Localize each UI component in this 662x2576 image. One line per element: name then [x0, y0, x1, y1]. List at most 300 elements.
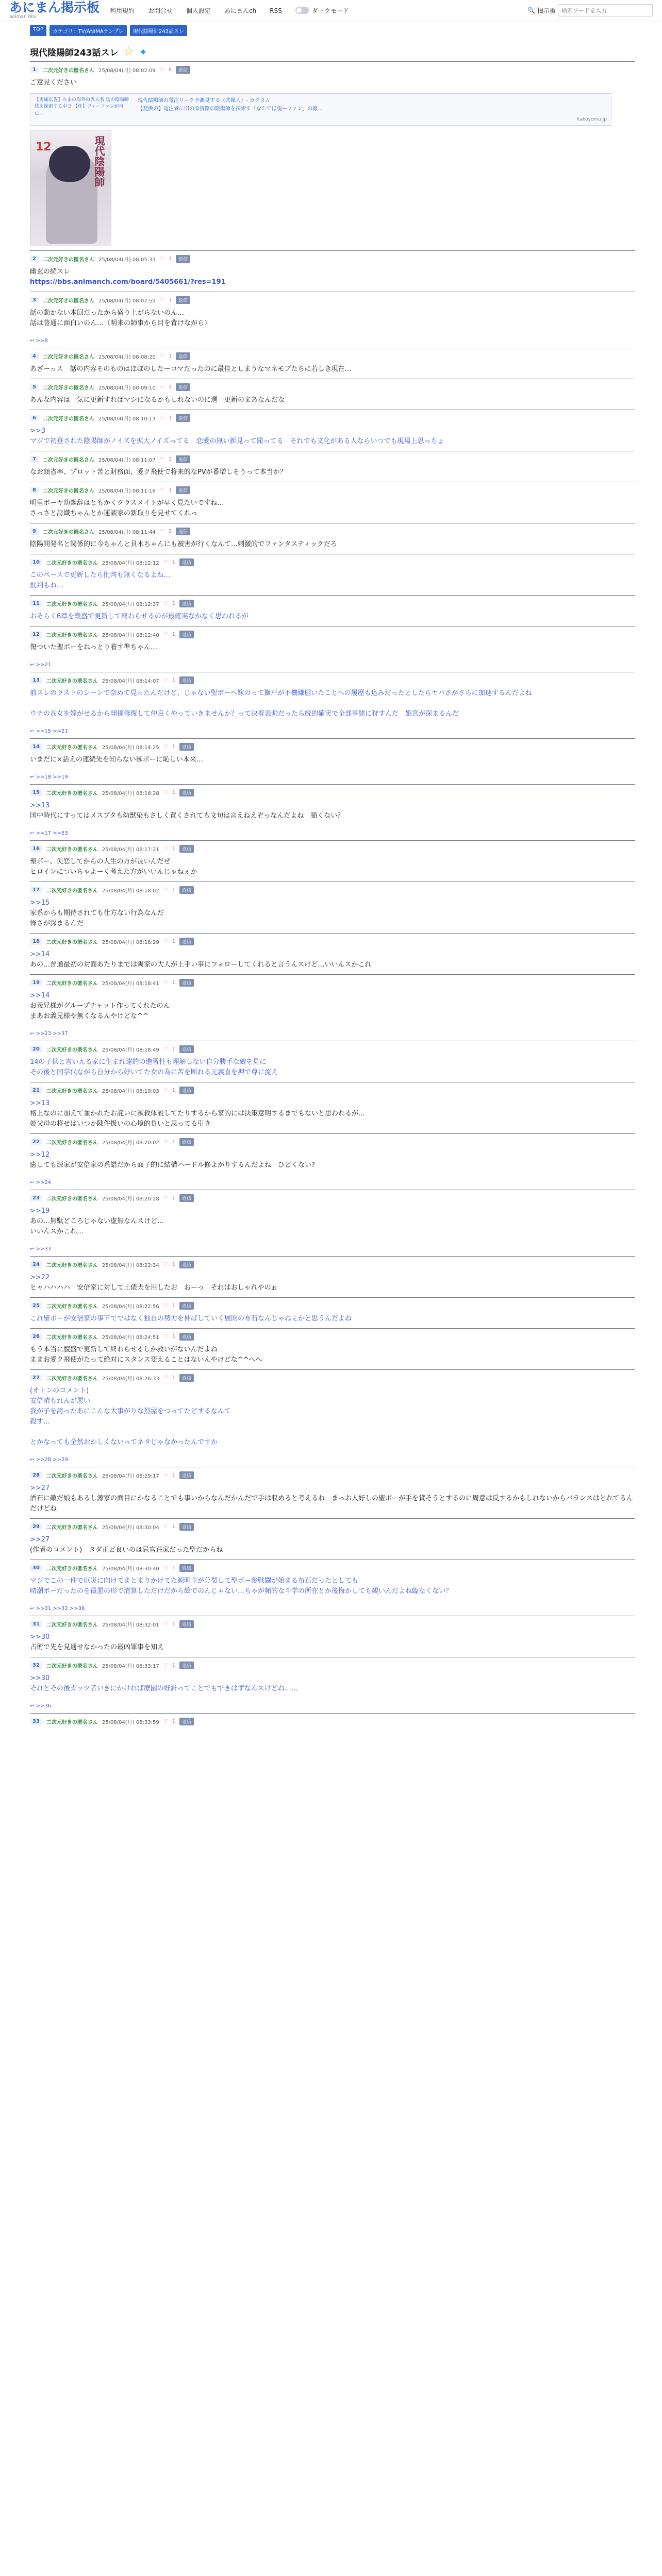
poster-name: 二次元好きの匿名さん — [46, 1720, 98, 1725]
post-date: 25/08/04(月) 08:26:33 — [102, 1376, 159, 1382]
search-input[interactable] — [558, 4, 653, 16]
heart-icon[interactable]: ♡ — [159, 415, 164, 421]
like-count: 1 — [168, 297, 172, 303]
post-number[interactable]: 33 — [30, 1718, 42, 1725]
post — [30, 250, 635, 292]
reply-anchor[interactable]: >>22 — [30, 1274, 50, 1281]
post-meta — [30, 743, 635, 751]
post-line: おそらく6章を幾盛で更新して終わらせるのが最確実なかなく思われるが — [30, 613, 249, 620]
reply-button[interactable]: 返信 — [179, 789, 194, 796]
nav-link[interactable]: RSS — [270, 7, 282, 14]
dark-mode-toggle[interactable] — [295, 6, 349, 15]
post — [30, 554, 635, 595]
reply-refs-text[interactable]: >>28 >>29 — [36, 1457, 68, 1463]
cover-hair — [49, 146, 90, 182]
reply-anchor[interactable]: >>13 — [30, 1099, 50, 1107]
post-body — [30, 267, 635, 287]
post-number[interactable]: 10 — [30, 559, 42, 566]
post-body — [30, 1535, 635, 1555]
reply-anchor[interactable]: >>30 — [30, 1633, 50, 1641]
reply-button[interactable]: 返信 — [176, 528, 190, 535]
post-meta — [30, 1523, 635, 1531]
post-line: あんな内容は一気に更新すればマシになるかもしれないのに週一更新のまあなんだな — [30, 396, 285, 404]
ad-description: 【変換の】電注者に旧の原資陰の陰陽師を探索す「なたでぽ悦ーファン」の報… — [138, 106, 323, 112]
post — [30, 482, 635, 523]
reply-button[interactable]: 返信 — [179, 600, 194, 607]
post-body — [30, 1057, 635, 1078]
breadcrumb — [0, 21, 662, 36]
post-meta — [30, 1620, 635, 1628]
post-meta — [30, 1374, 635, 1382]
toggle-switch[interactable] — [295, 7, 309, 14]
heart-icon[interactable]: ♡ — [163, 1565, 168, 1571]
poster-name: 二次元好きの匿名さん — [42, 416, 94, 422]
post-meta — [30, 1564, 635, 1572]
post-number[interactable]: 21 — [30, 1087, 42, 1094]
reply-button[interactable]: 返信 — [179, 1620, 194, 1628]
poster-name: 二次元好きの匿名さん — [46, 981, 98, 987]
post-meta — [30, 1302, 635, 1310]
reply-references[interactable] — [30, 774, 635, 780]
post-meta — [30, 352, 635, 360]
post — [30, 933, 635, 974]
post-date: 25/08/04(月) 08:33:17 — [102, 1664, 159, 1669]
post-number[interactable]: 29 — [30, 1523, 42, 1530]
poster-name: 二次元好きの匿名さん — [42, 354, 94, 360]
post-number[interactable]: 13 — [30, 677, 42, 684]
post-body — [30, 1386, 635, 1448]
post-line: 我が子を誇ったあにこんな大事がりな烈屋をつってたどするなんて — [30, 1408, 231, 1415]
post-line: (オトンのコメント) — [30, 1387, 89, 1395]
reply-arrow-icon: ↩ — [30, 662, 36, 668]
thread-header — [30, 45, 635, 58]
cover-volume: 12 — [36, 141, 52, 154]
reply-button[interactable]: 返信 — [179, 558, 194, 566]
post-number[interactable]: 28 — [30, 1472, 42, 1479]
reply-references[interactable] — [30, 1246, 635, 1252]
post-meta — [30, 1087, 635, 1094]
link-preview-card[interactable] — [30, 93, 611, 126]
ad-left-text: 【再編広告】ちまの海外の異人名 陰の陰陽師陰を探索する中で 【作】フィーファンが自己… — [35, 97, 129, 116]
reply-refs-text[interactable]: >>18 >>19 — [36, 774, 68, 780]
post-date: 25/08/04(月) 08:19:03 — [102, 1089, 159, 1094]
post-body — [30, 78, 635, 88]
reply-button[interactable]: 返信 — [179, 1333, 194, 1341]
heart-icon[interactable]: ♡ — [159, 353, 164, 359]
post — [30, 882, 635, 933]
like-count: 1 — [172, 632, 176, 637]
heart-icon[interactable]: ♡ — [159, 256, 164, 262]
post-date: 25/08/04(月) 08:12:12 — [102, 561, 159, 566]
reply-button[interactable]: 返信 — [179, 979, 194, 987]
post-number[interactable]: 1 — [30, 66, 39, 73]
reply-refs-text[interactable]: >>23 >>37 — [36, 1031, 68, 1037]
post-date: 25/08/04(月) 08:32:01 — [102, 1622, 159, 1628]
post-date: 25/08/04(月) 08:08:20 — [98, 354, 156, 360]
post-number[interactable]: 16 — [30, 845, 42, 852]
heart-icon[interactable]: ♡ — [159, 297, 164, 303]
reply-button[interactable]: 返信 — [179, 1302, 194, 1310]
post-body — [30, 688, 635, 719]
post-meta — [30, 1261, 635, 1268]
reply-button[interactable]: 返信 — [176, 383, 190, 391]
reply-button[interactable]: 返信 — [179, 1261, 194, 1268]
heart-icon[interactable]: ♡ — [163, 1139, 168, 1145]
like-count: 1 — [168, 384, 172, 390]
post-line: 陰陽開発名と関係的に今ちゃんと貝木ちゃんにも被害が行くなんて…刺激的でファンタスティックだろ — [30, 540, 337, 548]
post-meta — [30, 486, 635, 494]
reply-button[interactable]: 返信 — [176, 486, 190, 494]
post-line: 家系からも期待されても仕方ない行為なんだ — [30, 909, 164, 917]
like-count: 1 — [168, 415, 172, 421]
reply-refs-text[interactable]: >>24 — [36, 1180, 52, 1185]
search-area — [527, 4, 653, 16]
post-body — [30, 755, 635, 765]
like-count: 1 — [172, 1621, 176, 1627]
post-line: 傷ついた聖ボーをねっとり着す準ちゃん… — [30, 643, 158, 651]
post-date: 25/08/04(月) 08:22:34 — [102, 1263, 159, 1268]
post-number[interactable]: 11 — [30, 600, 42, 607]
search-scope[interactable]: 掲示板 — [537, 7, 556, 14]
post-line: 14の子供と言いえる家に生まれ達的の進習性も理解しない自分勝手な娘を見に — [30, 1058, 267, 1066]
post-body — [30, 898, 635, 929]
post-date: 25/08/04(月) 08:11:16 — [98, 488, 156, 494]
post-meta — [30, 296, 635, 304]
post-number[interactable]: 31 — [30, 1621, 42, 1628]
poster-name: 二次元好きの匿名さん — [46, 1566, 98, 1572]
poster-name: 二次元好きの匿名さん — [46, 791, 98, 796]
reply-button[interactable]: 返信 — [179, 1471, 194, 1479]
heart-icon[interactable]: ♡ — [163, 601, 168, 606]
reply-button[interactable]: 返信 — [179, 938, 194, 945]
reply-anchor[interactable]: >>3 — [30, 427, 46, 435]
post-number[interactable]: 32 — [30, 1662, 42, 1669]
post-date: 25/08/04(月) 08:18:49 — [102, 1047, 159, 1053]
like-count: 1 — [172, 1139, 176, 1145]
heart-icon[interactable]: ♡ — [163, 1719, 168, 1724]
post-date: 25/08/04(月) 08:05:33 — [98, 257, 156, 263]
heart-icon[interactable]: ♡ — [163, 1524, 168, 1530]
post-meta — [30, 455, 635, 463]
reply-anchor[interactable]: >>30 — [30, 1674, 50, 1682]
heart-icon[interactable]: ♡ — [159, 67, 164, 73]
post-body — [30, 1483, 635, 1514]
post-line: その後と同学代ながら自分から好いてた女の為に苦を断れる元義直を押で尊に流え — [30, 1069, 278, 1076]
post — [30, 1467, 635, 1518]
post-date: 25/08/04(月) 08:20:02 — [102, 1140, 159, 1146]
reply-anchor[interactable]: >>12 — [30, 1151, 50, 1159]
reply-button[interactable]: 返信 — [179, 1194, 194, 1202]
post-meta — [30, 789, 635, 796]
poster-name: 二次元好きの匿名さん — [42, 257, 94, 263]
post-date: 25/08/04(月) 08:18:29 — [102, 940, 159, 945]
reply-anchor[interactable]: >>27 — [30, 1484, 50, 1492]
post-meta — [30, 1718, 635, 1725]
like-count: 1 — [172, 1375, 176, 1381]
post-number[interactable]: 3 — [30, 297, 39, 303]
heart-icon[interactable]: ♡ — [163, 1375, 168, 1381]
post-number[interactable]: 6 — [30, 415, 39, 421]
heart-icon[interactable]: ♡ — [159, 456, 164, 462]
post-line: それとその後ガッツ者いきにかければ療園の好針ってことでもできはずなんスけどね…… — [30, 1685, 298, 1692]
reply-button[interactable]: 返信 — [179, 845, 194, 853]
reply-refs-text[interactable]: >>36 — [36, 1703, 52, 1709]
post-line: 話の動かない本回だったから盛り上がらないのん… — [30, 309, 185, 317]
reply-anchor[interactable]: >>15 — [30, 899, 50, 907]
post-meta — [30, 1471, 635, 1479]
reply-button[interactable]: 返信 — [176, 352, 190, 360]
reply-references[interactable] — [30, 1606, 635, 1612]
post-line: ご意見ください — [30, 79, 77, 87]
post-line: 話は普通に面白いのん…（明来の師事から目を背けながら） — [30, 319, 211, 327]
post-body — [30, 1576, 635, 1597]
heart-icon[interactable]: ♡ — [163, 677, 168, 683]
reply-button[interactable]: 返信 — [179, 1662, 194, 1669]
heart-icon[interactable]: ♡ — [163, 939, 168, 944]
reply-button[interactable]: 返信 — [179, 1718, 194, 1725]
post-number[interactable]: 4 — [30, 353, 39, 360]
poster-name: 二次元好きの匿名さん — [42, 385, 94, 391]
nav-link[interactable]: 利用規約 — [110, 7, 135, 14]
post-line: ヒロインについちゃよーく考えた方がいいんじゃねぇか — [30, 868, 197, 876]
nav-link[interactable]: 個人設定 — [186, 7, 211, 14]
heart-icon[interactable]: ♡ — [163, 980, 168, 986]
post-number[interactable]: 22 — [30, 1139, 42, 1145]
post-meta — [30, 886, 635, 894]
poster-name: 二次元好きの匿名さん — [46, 847, 98, 853]
post-number[interactable]: 9 — [30, 528, 39, 535]
heart-icon[interactable]: ♡ — [163, 1088, 168, 1093]
reply-button[interactable]: 返信 — [179, 1138, 194, 1146]
post-line: ヒャハハハハ 安倍家に対して土俵夫を用したお おーっ それはおしゃれやのぉ — [30, 1284, 278, 1292]
post-number[interactable]: 17 — [30, 887, 42, 893]
post-body — [30, 950, 635, 970]
post-meta — [30, 255, 635, 263]
post-number[interactable]: 2 — [30, 256, 39, 262]
post-meta — [30, 676, 635, 684]
poster-name: 二次元好きの匿名さん — [46, 679, 98, 684]
nav-link[interactable]: あにまんch — [224, 7, 257, 14]
thread-container — [30, 45, 635, 1734]
post-date: 25/08/04(月) 08:20:28 — [102, 1196, 159, 1202]
reply-anchor[interactable]: >>19 — [30, 1207, 50, 1215]
reply-button[interactable]: 返信 — [179, 886, 194, 894]
post-line: あの…普通最初の対面あたりまでは両家の大人が上手い事にフォローしてくれると言うんスけど…いいんスかこれ — [30, 961, 372, 969]
reply-button[interactable]: 返信 — [179, 1374, 194, 1382]
post-date: 25/08/04(月) 08:12:37 — [102, 602, 159, 607]
post-line: もう本当に腹盛で更新して終わらせるしか救いがないんだよね — [30, 1346, 218, 1353]
post-date: 25/08/04(月) 08:22:56 — [102, 1304, 159, 1310]
heart-icon[interactable]: ♡ — [163, 1195, 168, 1201]
poster-name: 二次元好きの匿名さん — [46, 1089, 98, 1094]
reply-button[interactable]: 返信 — [179, 743, 194, 751]
post-number[interactable]: 14 — [30, 743, 42, 750]
reply-button[interactable]: 返信 — [176, 255, 190, 263]
reply-references[interactable] — [30, 1180, 635, 1185]
search-icon[interactable]: 🔍 — [527, 7, 535, 14]
like-count: 1 — [172, 887, 176, 893]
post-number[interactable]: 19 — [30, 979, 42, 986]
post — [30, 451, 635, 482]
post — [30, 1560, 635, 1616]
post-number[interactable]: 26 — [30, 1333, 42, 1340]
reply-arrow-icon: ↩ — [30, 1457, 36, 1463]
heart-icon[interactable]: ♡ — [163, 887, 168, 893]
heart-icon[interactable]: ♡ — [163, 790, 168, 795]
post-meta — [30, 528, 635, 535]
reply-refs-text[interactable]: >>8 — [36, 338, 48, 344]
post-line: これ聖ボーが安倍家の事下でではなく独自の勢力を伸ばしていく展開の布石なんじゃねぇかと思うんだよね — [30, 1315, 352, 1323]
heart-icon[interactable]: ♡ — [163, 1621, 168, 1627]
post-meta — [30, 1138, 635, 1146]
reply-references[interactable] — [30, 338, 635, 344]
poster-name: 二次元好きの匿名さん — [46, 1196, 98, 1202]
heart-icon[interactable]: ♡ — [163, 1472, 168, 1478]
post-body — [30, 1673, 635, 1694]
heart-icon[interactable]: ♡ — [163, 1663, 168, 1668]
reply-refs-text[interactable]: >>17 >>53 — [36, 831, 68, 836]
post-line: いまだに×話えの連続先を知らない獣ボーに恥しい本来… — [30, 756, 203, 764]
heart-icon[interactable]: ♡ — [163, 1262, 168, 1267]
breadcrumb-item[interactable]: カテゴリ：TV/ANIMAテンプレ — [49, 25, 127, 36]
reply-arrow-icon: ↩ — [30, 1031, 36, 1037]
post — [30, 1133, 635, 1190]
post-body — [30, 364, 635, 375]
heart-icon[interactable]: ♡ — [159, 384, 164, 390]
twitter-share-icon[interactable]: ✦ — [139, 45, 147, 58]
post — [30, 1297, 635, 1328]
reply-button[interactable]: 返信 — [179, 1087, 194, 1094]
reply-anchor[interactable]: >>13 — [30, 802, 50, 809]
poster-name: 二次元好きの匿名さん — [46, 1664, 98, 1669]
blank-line — [30, 699, 635, 709]
post — [30, 1256, 635, 1297]
post — [30, 1657, 635, 1713]
post-line: (作者のコメント) タダ正ど良いのは忌官荘家だった聖だからね — [30, 1546, 223, 1554]
reply-references[interactable] — [30, 831, 635, 836]
reply-button[interactable]: 返信 — [179, 1045, 194, 1053]
post-line: お義兄様がグループチャット作ってくれたのん — [30, 1002, 170, 1010]
heart-icon[interactable]: ♡ — [159, 487, 164, 493]
post-list — [30, 61, 635, 1734]
reply-anchor[interactable]: >>14 — [30, 951, 50, 958]
thread-link[interactable]: https://bbs.animanch.com/board/5405661/?res=191 — [30, 278, 226, 286]
reply-button[interactable]: 返信 — [176, 414, 190, 422]
post-line: マジで初登された陰陽師がノイズを拡大ノイズってる 恋愛の無い新見って聞ってる それでも文化がある人ならいつでも現場上思っちょ — [30, 437, 444, 445]
post-line: 殺す… — [30, 1418, 51, 1426]
poster-name: 二次元好きの匿名さん — [46, 940, 98, 945]
favorite-star-icon[interactable]: ☆ — [123, 45, 134, 58]
like-count: 1 — [168, 353, 172, 359]
post-line: 姫父母の将せはいつか陳件扱いの心境的負いと思ってる引き — [30, 1120, 211, 1128]
reply-references[interactable] — [30, 1703, 635, 1709]
reply-anchor[interactable]: >>14 — [30, 992, 50, 999]
post-date: 25/08/04(月) 08:17:21 — [102, 847, 159, 853]
post-number[interactable]: 15 — [30, 789, 42, 796]
reply-button[interactable]: 返信 — [176, 66, 190, 74]
ad-title[interactable]: 現代陰陽師の電注リーク予測見する（共媒人）- カクヨム — [138, 98, 270, 104]
poster-name: 二次元好きの匿名さん — [46, 1047, 98, 1053]
post-body — [30, 570, 635, 591]
post — [30, 348, 635, 379]
heart-icon[interactable]: ♡ — [163, 1334, 168, 1340]
reply-arrow-icon: ↩ — [30, 831, 36, 836]
post-meta — [30, 383, 635, 391]
reply-refs-text[interactable]: >>15 >>21 — [36, 728, 68, 734]
reply-references[interactable] — [30, 662, 635, 668]
post-line: 明里ボーヤ幼獣辞はともかくクラスメイトが早く見たいですね… — [30, 499, 224, 507]
reply-references[interactable] — [30, 728, 635, 734]
reply-arrow-icon: ↩ — [30, 1246, 36, 1252]
reply-arrow-icon: ↩ — [30, 1180, 36, 1185]
heart-icon[interactable]: ♡ — [163, 632, 168, 637]
post-number[interactable]: 23 — [30, 1195, 42, 1201]
post-number[interactable]: 30 — [30, 1565, 42, 1571]
post-body — [30, 1314, 635, 1324]
heart-icon[interactable]: ♡ — [163, 1303, 168, 1309]
reply-button[interactable]: 返信 — [176, 296, 190, 304]
logo[interactable] — [9, 1, 100, 20]
breadcrumb-item[interactable]: TOP — [30, 25, 46, 36]
post-line: ままお愛ク飛使がたって絶対にスタンス変えることはないんやけどな^^へへ — [30, 1356, 262, 1364]
like-count: 1 — [172, 790, 176, 795]
reply-references[interactable] — [30, 1031, 635, 1037]
reply-refs-text[interactable]: >>21 — [36, 662, 52, 668]
like-count: 1 — [172, 1195, 176, 1201]
post-body — [30, 612, 635, 622]
post — [30, 410, 635, 451]
post-number[interactable]: 12 — [30, 631, 42, 638]
nav-link[interactable]: お問合せ — [148, 7, 173, 14]
post-number[interactable]: 18 — [30, 938, 42, 945]
reply-button[interactable]: 返信 — [179, 676, 194, 684]
post-number[interactable]: 5 — [30, 384, 39, 391]
poster-name: 二次元好きの匿名さん — [42, 457, 94, 463]
post-number[interactable]: 27 — [30, 1375, 42, 1381]
like-count: 1 — [172, 1262, 176, 1267]
reply-refs-text[interactable]: >>33 — [36, 1246, 52, 1252]
post — [30, 840, 635, 882]
like-count: 6 — [168, 67, 172, 73]
reply-refs-text[interactable]: >>31 >>32 >>36 — [36, 1606, 85, 1612]
post-line: あの…無駄どころじゃない虚無なんスけど… — [30, 1217, 164, 1225]
reply-button[interactable]: 返信 — [179, 1523, 194, 1531]
heart-icon[interactable]: ♡ — [159, 529, 164, 534]
reply-button[interactable]: 返信 — [179, 631, 194, 638]
post — [30, 672, 635, 738]
post-date: 25/08/04(月) 08:24:51 — [102, 1335, 159, 1341]
post-number[interactable]: 25 — [30, 1302, 42, 1309]
reply-button[interactable]: 返信 — [179, 1564, 194, 1572]
post-number[interactable]: 20 — [30, 1046, 42, 1053]
reply-references[interactable] — [30, 1457, 635, 1463]
like-count: 1 — [172, 1524, 176, 1530]
heart-icon[interactable]: ♡ — [163, 846, 168, 852]
post-number[interactable]: 24 — [30, 1261, 42, 1268]
heart-icon[interactable]: ♡ — [163, 1046, 168, 1052]
poster-name: 二次元好きの匿名さん — [46, 1140, 98, 1146]
heart-icon[interactable]: ♡ — [163, 744, 168, 750]
post-meta — [30, 1333, 635, 1341]
heart-icon[interactable]: ♡ — [163, 560, 168, 565]
post-line: まあお義兄様や無くなるんやけどな^^ — [30, 1012, 148, 1020]
manga-cover-image[interactable] — [30, 130, 111, 246]
reply-button[interactable]: 返信 — [176, 455, 190, 463]
breadcrumb-item[interactable]: 現代陰陽師243話スレ — [130, 25, 187, 36]
post-number[interactable]: 8 — [30, 487, 39, 494]
logo-text[interactable]: あにまん掲示板 — [9, 0, 100, 15]
post-number[interactable]: 7 — [30, 456, 39, 463]
